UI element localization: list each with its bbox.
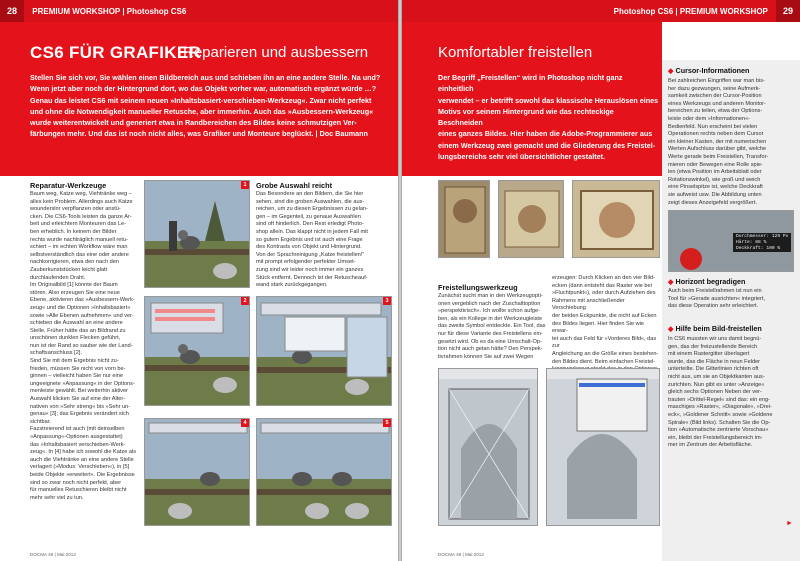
- right-page: [402, 0, 800, 561]
- sidebar-heading-1: ◆ Cursor-Informationen: [668, 66, 750, 75]
- text-line: des Bildes liegen. Hier finden Sie wie erwar-: [552, 320, 645, 335]
- next-arrow-icon: ►: [786, 520, 793, 527]
- sidebar-heading-2: ◆ Horizont begradigen: [668, 277, 746, 286]
- text-line: verlagert (»Modus: Verschieben«), in [5]: [30, 464, 130, 471]
- text-line: maschiges »Raster«, »Diagonale«, »Drei-: [668, 404, 772, 411]
- text-line: sichtbar.: [30, 418, 51, 425]
- text-line: menleiste gewählt. Bei weiterhin aktiver: [30, 388, 128, 395]
- text-line: mit einem Rastergitter überlagert: [668, 351, 750, 358]
- text-line: Bei zahlreichen Eingriffen war man bis-: [668, 78, 765, 84]
- text-line: Fazstreierend ist auch (mit deinselben: [30, 426, 125, 433]
- cat-photo-4: [145, 419, 250, 526]
- right-footer: DOCMA 46 | Mai 2012: [438, 552, 484, 557]
- text-line: gen – im Gegenteil, zu genaue Auswahlen: [256, 213, 361, 220]
- text-line: Sind Sie mit dem Ergebnis nicht zu-: [30, 358, 119, 365]
- text-line: schieben die Auswahl an eine andere: [30, 320, 123, 327]
- col3-heading: Grobe Auswahl reicht: [256, 181, 333, 190]
- shot-number-2: 2: [241, 297, 249, 305]
- text-line: Werte gerade beim Freistellen, Transfor-: [668, 153, 769, 160]
- text-line: Tool für »Gerade ausrichten« integriert,: [668, 295, 766, 302]
- col3-text: [256, 191, 392, 290]
- text-line: wurde, das die Fläche in neun Felder: [668, 358, 761, 365]
- left-subtitle: Reparieren und ausbessern: [183, 44, 369, 61]
- left-header-bar: [0, 0, 398, 22]
- text-line: unterteilte. Die Gitterlinien richten oft: [668, 366, 759, 373]
- left-page-number: 28: [0, 0, 24, 22]
- text-line: Operationen rechts neben dem Cursor: [668, 131, 764, 138]
- text-line: durchlaufenden Draht.: [30, 274, 86, 281]
- text-line: selbstverständlich das eine oder andere: [30, 251, 129, 258]
- text-line: Baum weg, Katze weg, Viehtränke weg –: [30, 191, 132, 197]
- text-line: der beiden Eckpunkte, die nicht auf Ecken: [552, 312, 657, 319]
- text-line: den Bildes dient. Beim einfachen Freistel-: [552, 358, 656, 365]
- text-line: eines Werkzeugs und anderen Monitor-: [668, 100, 766, 107]
- text-line: beide Objekte »erweitert«. Die Ergebnisse: [30, 471, 135, 478]
- screenshot-3: [256, 296, 392, 406]
- text-line: Ebene, aktivieren das »Ausbessern-Werk-: [30, 297, 135, 304]
- text-line: rechts wurde nachträglich manuell retu-: [30, 236, 128, 243]
- text-line: tion »Automatische zentrierte Vorschau«: [668, 427, 769, 434]
- right-header-bar: [402, 0, 800, 22]
- mosaic-thumb-1: [438, 180, 490, 258]
- text-line: ben, als ein Kollege in der Werkzeugleiste: [438, 315, 543, 322]
- col1-heading: Reparatur-Werkzeuge: [30, 181, 107, 190]
- text-line: frieden, müssen Sie nicht von vorn be-: [30, 365, 126, 372]
- text-line: nativen von »Sehr streng« bis »Sehr un-: [30, 403, 131, 410]
- text-line: Zunächst sucht man in den Werkzeugopti-: [438, 293, 543, 299]
- text-line: wounderslnr verpflanzen oder anstü-: [30, 206, 121, 213]
- text-line: unschönen dunklen Flecken geführt,: [30, 335, 121, 342]
- text-line: eck«, »Goldener Schnitt« sowie »Goldene: [668, 411, 773, 418]
- text-line: tet auch das Feld für »Vorderes Bild«, das zur: [552, 335, 657, 350]
- text-line: Rahmens mit anschließender Verschiebung: [552, 297, 625, 312]
- text-line: ecken (dann entsteht das Raster wie bei: [552, 282, 652, 289]
- cat-photo-1: [145, 181, 250, 288]
- cat-photo-5: [257, 419, 392, 526]
- text-line: erzeugen: Durch Klicken an den vier Bild-: [552, 275, 655, 281]
- text-line: sind oft hinderlich. Den Rest erledigt Photo-: [256, 221, 364, 228]
- text-line: »Fluchtpunkt«), oder durch Aufziehen des: [552, 290, 656, 297]
- left-header-label: PREMIUM WORKSHOP | Photoshop CS6: [32, 7, 187, 16]
- text-line: Im Originalbild [1] könnte der Baum: [30, 282, 118, 289]
- text-line: das »Inhaltsbasiert verschieben-Werk-: [30, 441, 126, 448]
- col1-text: [30, 191, 138, 502]
- sidebar-text-2: [668, 288, 796, 311]
- section-heading: Freistellungswerkzeug: [438, 283, 518, 292]
- text-line: ginnen – vielleicht haben Sie nur eine: [30, 373, 123, 380]
- sidebar-text-3: [668, 336, 796, 450]
- shot-number-5: 5: [383, 419, 391, 427]
- text-line: gesetzt wird. Ob es da eine Umschalt-Op-: [438, 338, 542, 345]
- text-line: tivrahmen können Sie auf zwei Wegen: [438, 353, 534, 360]
- left-title: CS6 FÜR GRAFIKER: [30, 43, 202, 62]
- text-line: auch die Viehtränke an eine andere Stelle: [30, 456, 134, 463]
- shot-number-1: 1: [241, 181, 249, 189]
- text-line: beit und erleichtern Monteuren das Le-: [30, 221, 127, 228]
- text-line: sowie »Alle Ebenen aufnehmen« und ver-: [30, 312, 134, 319]
- text-line: Von der Sprachreinigung „Katze freistellen!“: [256, 251, 365, 258]
- text-line: eine Pinselspitze ist, welche Deckkraft: [668, 184, 763, 191]
- cat-photo-3: [257, 297, 392, 406]
- text-line: tion nicht auch getan hätte? Den Perspek-: [438, 346, 543, 353]
- text-line: Angleichung an die Größe eines bestehen-: [552, 350, 659, 357]
- text-line: her dazu gezwungen, seine Aufmerk-: [668, 85, 761, 92]
- text-line: Werten Aufschluss darüber gibt, welche: [668, 146, 767, 153]
- left-lead: Stellen Sie sich vor, Sie wählen einen Bildbereich aus und schieben ihn an eine andere Stelle. Na und? Wenn jetzt aber noch der Hintergrund dort, wo das Objekt vorher war, automatisch ergänzt würde …? Genau das leistet CS6 mit seinem neuen »Inhaltsbasiert-verschieben-Werkzeug«. Zwar nicht perfekt und ohne die Notwendigkeit manueller Retusche, aber immerhin. Auch das »Ausbessern-Werkzeug« wurde weiterentwickelt und generiert etwa in Randbereichen des Bildes keine schmutzigen Ver- färbungen mehr. Und das ist noch nicht alles, was Grafiker und Monteure beglückt. | Doc Baumann: [30, 73, 381, 139]
- text-line: trauten »Drittel-Regel« sind das: ein eng-: [668, 396, 770, 403]
- text-line: zung sind wir leider noch immer ein ganzes: [256, 266, 364, 273]
- text-line: Bedienfeld. Nun erscheint bei vielen: [668, 123, 758, 130]
- sidebar-text-1: [668, 78, 796, 207]
- screenshot-5: [256, 418, 392, 526]
- text-line: »Anpassung«-Optionen ausgestattet): [30, 434, 123, 440]
- text-line: cken. Die CS6-Tools leisten da ganze Ar-: [30, 213, 132, 220]
- text-line: gleich sechs Optionen Neben der ver-: [668, 389, 762, 396]
- left-footer: DOCMA 46 | Mai 2012: [30, 552, 76, 557]
- text-line: »perspektivisch«. Ich wollte schon aufge-: [438, 308, 540, 315]
- right-title: Komfortabler freistellen: [438, 44, 593, 61]
- text-line: zeug«. In [4] habe ich sowohl die Katze als: [30, 449, 137, 456]
- text-line: nur für diese Variante des Freistellens ein-: [438, 330, 543, 337]
- cursor-info-box: Durchmesser: 129 Px Härte: 88 % Deckkraft: 100 %: [733, 233, 791, 252]
- shot-number-4: 4: [241, 419, 249, 427]
- screenshot-2: [144, 296, 250, 406]
- text-line: nachkorrigieren, etwa den nach den: [30, 259, 119, 266]
- text-line: mieren oder Bewegen eine Rolle spie-: [668, 161, 763, 168]
- right-col1-text: [438, 293, 548, 361]
- text-line: schaftsanschluss [2].: [30, 350, 82, 357]
- text-line: sehen, sind die groben Auswahlen, die aus-: [256, 198, 365, 205]
- text-line: Rotationswinkel), wie groß und weich: [668, 176, 761, 183]
- text-line: len (etwa Position im Arbeitsblatt oder: [668, 169, 762, 176]
- sidebar-heading-3: ◆ Hilfe beim Bild-freistellen: [668, 324, 762, 333]
- screenshot-1: [144, 180, 250, 288]
- text-line: zeigt dieses Anzeigefeld vergrößert.: [668, 199, 757, 206]
- left-page: [0, 0, 398, 561]
- text-line: ben erheblich. In keinem der Bilder: [30, 228, 117, 235]
- screenshot-4: [144, 418, 250, 526]
- text-line: das diese Operation sehr erleichtert.: [668, 303, 759, 310]
- text-line: zurichten. Nun gibt es unter »Anzeige«: [668, 381, 765, 388]
- text-line: für manuelles Retuschieren bleibt nicht: [30, 487, 127, 494]
- text-line: ungeeignete »Anpassung« in der Options-: [30, 380, 135, 387]
- right-header-label: Photoshop CS6 | PREMIUM WORKSHOP: [613, 7, 768, 16]
- right-page-number: 29: [776, 0, 800, 22]
- text-line: Zauberkunststücken leicht glatt: [30, 266, 108, 273]
- text-line: nicht aus, um sie an Objektkanten aus-: [668, 373, 765, 380]
- text-line: Spirale« (Bild links). Schalten Sie die Op-: [668, 419, 771, 426]
- text-line: gen, das der freizustellende Bereich: [668, 343, 758, 350]
- text-line: leiste oder dem »Informationen«-: [668, 115, 751, 122]
- text-line: sind so zwar noch nicht perfekt, aber: [30, 479, 122, 486]
- text-line: wand stark zurückgegangen.: [256, 282, 328, 289]
- text-line: reichen, um zu diesen Ergebnissen zu gelan-: [256, 206, 368, 213]
- text-line: genau« [3]; das Ergebnis verändert sich: [30, 411, 129, 418]
- text-line: mer im Zentrum der Arbeitsfläche.: [668, 442, 753, 449]
- text-line: samkeit zwischen der Cursor-Position: [668, 93, 762, 100]
- cursor-info-image: [668, 210, 794, 272]
- dome-screenshot-1: [438, 368, 538, 526]
- right-col2-text: [552, 275, 660, 374]
- text-line: Stelle. Früher hätte das an Bildrand zu: [30, 327, 126, 334]
- mosaic-thumb-2: [498, 180, 564, 258]
- text-line: des Kontrasts von Objekt und Hintergrund.: [256, 244, 362, 251]
- text-line: mehr sehr viel zu tun.: [30, 494, 84, 501]
- text-line: mit prompt erfolgender perfekter Umset-: [256, 259, 356, 266]
- text-line: zeug« und die Optionen »Inhaltsbasiert«: [30, 304, 131, 311]
- text-line: onen vergeblich nach der Zuschalttoption: [438, 300, 541, 307]
- text-line: bereichen zu teilen, etwa der Options-: [668, 108, 763, 115]
- text-line: In CS6 mussten wir uns damit begnü-: [668, 336, 762, 342]
- text-line: Auch beim Freistellrahmen ist nun ein: [668, 288, 762, 294]
- text-line: sie aufweist usw. Die Abbildung unten: [668, 191, 762, 198]
- cat-photo-2: [145, 297, 250, 406]
- text-line: nun ist der Rand so sauber wie der Land-: [30, 342, 133, 349]
- text-line: Auswahl klicken Sie auf eine der Alter-: [30, 396, 126, 403]
- text-line: Das Besondere an den Bildern, die Sie hier: [256, 191, 364, 197]
- text-line: ein, bleibt der Freistellungsbereich im-: [668, 434, 763, 441]
- text-line: stören. Also erzeugen Sie eine neue: [30, 289, 120, 296]
- text-line: schiert – im echten Workflow wäre man: [30, 244, 128, 251]
- info-sidebar: [662, 60, 800, 561]
- text-line: das zweite Symbol entdeckte. Ein Tool, das: [438, 323, 546, 330]
- mosaic-thumb-3: [572, 180, 660, 258]
- shot-number-3: 3: [383, 297, 391, 305]
- dome-screenshot-2: [546, 368, 660, 526]
- text-line: Stück entfernt. Dennoch ist der Retuscheauf-: [256, 274, 368, 281]
- right-lead: Der Begriff „Freistellen“ wird in Photoshop nicht ganz einheitlich verwendet – er betrifft sowohl das klassische Herauslösen eines Motivs vor seinem Hintergrund wie das rechteckige Beschneiden eines ganzes Bildes. Hier haben die Adobe-Programmierer aus einem Werkzeug zwei gemacht und die Gliederung des Freistel- lungsbereichs sehr viel übersichtlicher gestaltet.: [438, 73, 659, 162]
- text-line: alles kein Problem. Allerdings auch Katze: [30, 198, 133, 205]
- text-line: so gutem Ergebnis und ist auch eine Frage: [256, 236, 363, 243]
- text-line: ein kleiner Kasten, der mit numerischen: [668, 138, 767, 145]
- text-line: shop allein. Das klappt nicht in jedem Fall mit: [256, 228, 368, 235]
